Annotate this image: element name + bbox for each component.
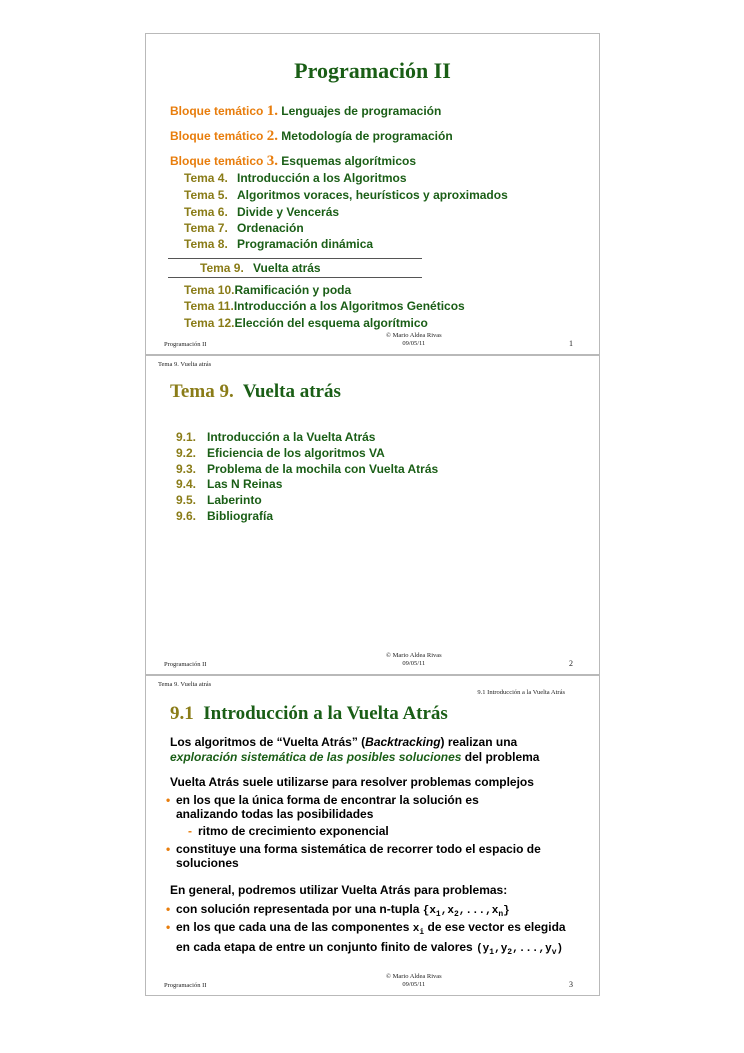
- page-number: 1: [569, 339, 573, 348]
- bullet-text: ritmo de crecimiento exponencial: [198, 824, 389, 838]
- tema-item: [184, 283, 351, 297]
- tema-label: Tema 9.: [200, 261, 244, 275]
- bloque-2: [170, 128, 453, 145]
- footer-author: © Mario Aldea Rivas: [386, 652, 442, 659]
- toc-number: 9.6.: [176, 509, 197, 523]
- tema-item: [184, 316, 428, 330]
- footer-course: Programación II: [164, 661, 207, 668]
- bullet-text: con solución representada por una n-tupla: [176, 902, 420, 916]
- tema-label: Tema 4.: [184, 171, 228, 185]
- toc-item: [176, 430, 375, 444]
- text-emphasis: Backtracking: [365, 735, 441, 749]
- bullet-icon: •: [166, 902, 171, 916]
- dash-icon: -: [188, 824, 192, 838]
- tema-text: Introducción a los Algoritmos: [237, 171, 407, 185]
- bullet-text: en los que cada una de las componentes: [176, 920, 410, 934]
- bloque-label: Bloque temático: [170, 104, 264, 118]
- section-header: 9.1 Introducción a la Vuelta Atrás: [477, 689, 565, 696]
- footer-date: 09/05/11: [402, 340, 426, 347]
- tuple-formula: [422, 905, 510, 920]
- formula-part: ): [556, 943, 564, 956]
- highlight-top-rule: [168, 258, 422, 259]
- bullet-item: [166, 793, 516, 821]
- text: ) realizan una: [440, 735, 518, 749]
- bullet-text: de ese vector es elegida en cada etapa de entre un conjunto finito de valores: [176, 920, 566, 955]
- formula-part: {x: [422, 905, 436, 917]
- toc-number: 9.2.: [176, 446, 197, 460]
- title-text: Introducción a la Vuelta Atrás: [203, 703, 448, 724]
- formula-sub: 2: [453, 910, 459, 920]
- tema-text: Ramificación y poda: [234, 283, 352, 297]
- toc-number: 9.3.: [176, 462, 197, 476]
- page-number: 3: [569, 980, 573, 989]
- formula-sub: 2: [507, 948, 513, 958]
- highlight-bottom-rule: [168, 277, 422, 278]
- toc-number: 9.4.: [176, 477, 197, 491]
- paragraph-general: En general, podremos utilizar Vuelta Atrás para problemas:: [170, 883, 508, 897]
- text: del problema: [461, 750, 540, 764]
- tema-item: [184, 205, 339, 219]
- bloque-num: 2.: [266, 128, 278, 144]
- bloque-num: 1.: [266, 103, 278, 119]
- slide-1: [145, 33, 600, 355]
- bloque-label: Bloque temático: [170, 154, 264, 168]
- slide-title: [170, 703, 448, 725]
- formula-sub: 1: [489, 948, 495, 958]
- paragraph-intro: [170, 735, 580, 765]
- toc-item: [176, 477, 282, 491]
- component-formula: [412, 923, 425, 938]
- footer-credits: [386, 652, 442, 668]
- tema-label: Tema 6.: [184, 205, 228, 219]
- tema-item: [184, 171, 407, 185]
- formula-part: (y: [476, 943, 490, 956]
- tema-text: Ordenación: [237, 221, 304, 235]
- tema-label: Tema 11.: [184, 299, 234, 313]
- footer-credits: [386, 973, 442, 989]
- bullet-text: constituye una forma sistemática de recorrer todo el espacio de soluciones: [176, 842, 541, 870]
- toc-item: [176, 493, 262, 507]
- bullet-text: en los que la única forma de encontrar la solución es analizando todas las posibilidades: [176, 793, 479, 821]
- tema-text: Divide y Vencerás: [237, 205, 340, 219]
- tema-item: [184, 221, 304, 235]
- slide-header: Tema 9. Vuelta atrás: [158, 361, 212, 368]
- formula-sub: v: [551, 948, 557, 958]
- bloque-text: Esquemas algorítmicos: [281, 154, 417, 168]
- tema-text: Vuelta atrás: [253, 261, 321, 275]
- formula-sub: 1: [435, 910, 441, 920]
- formula-part: ,x: [440, 905, 454, 917]
- tema-text: Programación dinámica: [237, 237, 374, 251]
- formula-part: ,y: [494, 943, 508, 956]
- footer-author: © Mario Aldea Rivas: [386, 973, 442, 980]
- tema-label: Tema 8.: [184, 237, 228, 251]
- toc-number: 9.1.: [176, 430, 197, 444]
- bloque-text: Metodología de programación: [281, 129, 453, 143]
- toc-text: Laberinto: [207, 493, 262, 507]
- slide-3: [145, 675, 600, 996]
- toc-item: [176, 462, 438, 476]
- toc-number: 9.5.: [176, 493, 197, 507]
- footer-author: © Mario Aldea Rivas: [386, 332, 442, 339]
- bloque-1: [170, 103, 441, 120]
- formula-part: ,...,x: [458, 905, 499, 917]
- slide-title: Programación II: [294, 58, 451, 83]
- formula-sub: n: [498, 910, 504, 920]
- sub-bullet-item: [188, 824, 598, 838]
- toc-item: [176, 509, 273, 523]
- toc-item: [176, 446, 385, 460]
- footer-course: Programación II: [164, 982, 207, 989]
- formula-sub: i: [419, 928, 425, 938]
- toc-text: Las N Reinas: [207, 477, 283, 491]
- footer-date: 09/05/11: [402, 981, 426, 988]
- tema-item: [184, 188, 508, 202]
- slide-title: [170, 381, 341, 403]
- footer-course: Programación II: [164, 341, 207, 348]
- tema-item-current: [200, 261, 321, 275]
- toc-text: Problema de la mochila con Vuelta Atrás: [207, 462, 439, 476]
- footer-date: 09/05/11: [402, 660, 426, 667]
- title-number: Tema 9.: [170, 381, 234, 402]
- footer-credits: [386, 332, 442, 348]
- formula-part: x: [412, 923, 420, 935]
- slide-2: [145, 355, 600, 675]
- tema-label: Tema 10.: [184, 283, 235, 297]
- tema-text: Introducción a los Algoritmos Genéticos: [233, 299, 465, 313]
- bullet-icon: •: [166, 842, 171, 856]
- tema-item: [184, 237, 373, 251]
- values-formula: [476, 943, 564, 958]
- tema-item: [184, 299, 465, 313]
- bullet-icon: •: [166, 793, 171, 807]
- text: Los algoritmos de “Vuelta Atrás” (: [170, 735, 366, 749]
- toc-text: Bibliografía: [207, 509, 274, 523]
- formula-part: ,...,y: [512, 943, 552, 956]
- title-text: Vuelta atrás: [242, 381, 341, 402]
- bloque-label: Bloque temático: [170, 129, 264, 143]
- tema-label: Tema 7.: [184, 221, 228, 235]
- bullet-item: [166, 842, 576, 870]
- bullet-item: [166, 920, 576, 960]
- tema-label: Tema 5.: [184, 188, 228, 202]
- bullet-icon: •: [166, 920, 171, 934]
- toc-text: Introducción a la Vuelta Atrás: [207, 430, 376, 444]
- formula-part: }: [503, 905, 510, 917]
- tema-label: Tema 12.: [184, 316, 235, 330]
- page-number: 2: [569, 659, 573, 668]
- bloque-num: 3.: [266, 153, 278, 169]
- tema-text: Elección del esquema algorítmico: [234, 316, 428, 330]
- bloque-text: Lenguajes de programación: [281, 104, 442, 118]
- text-highlight: exploración sistemática de las posibles soluciones: [170, 750, 462, 764]
- toc-text: Eficiencia de los algoritmos VA: [207, 446, 385, 460]
- paragraph-usage: Vuelta Atrás suele utilizarse para resolver problemas complejos: [170, 775, 534, 789]
- slide-header: Tema 9. Vuelta atrás: [158, 681, 212, 688]
- bloque-3: [170, 153, 416, 170]
- tema-text: Algoritmos voraces, heurísticos y aproximados: [237, 188, 508, 202]
- title-number: 9.1: [170, 703, 194, 724]
